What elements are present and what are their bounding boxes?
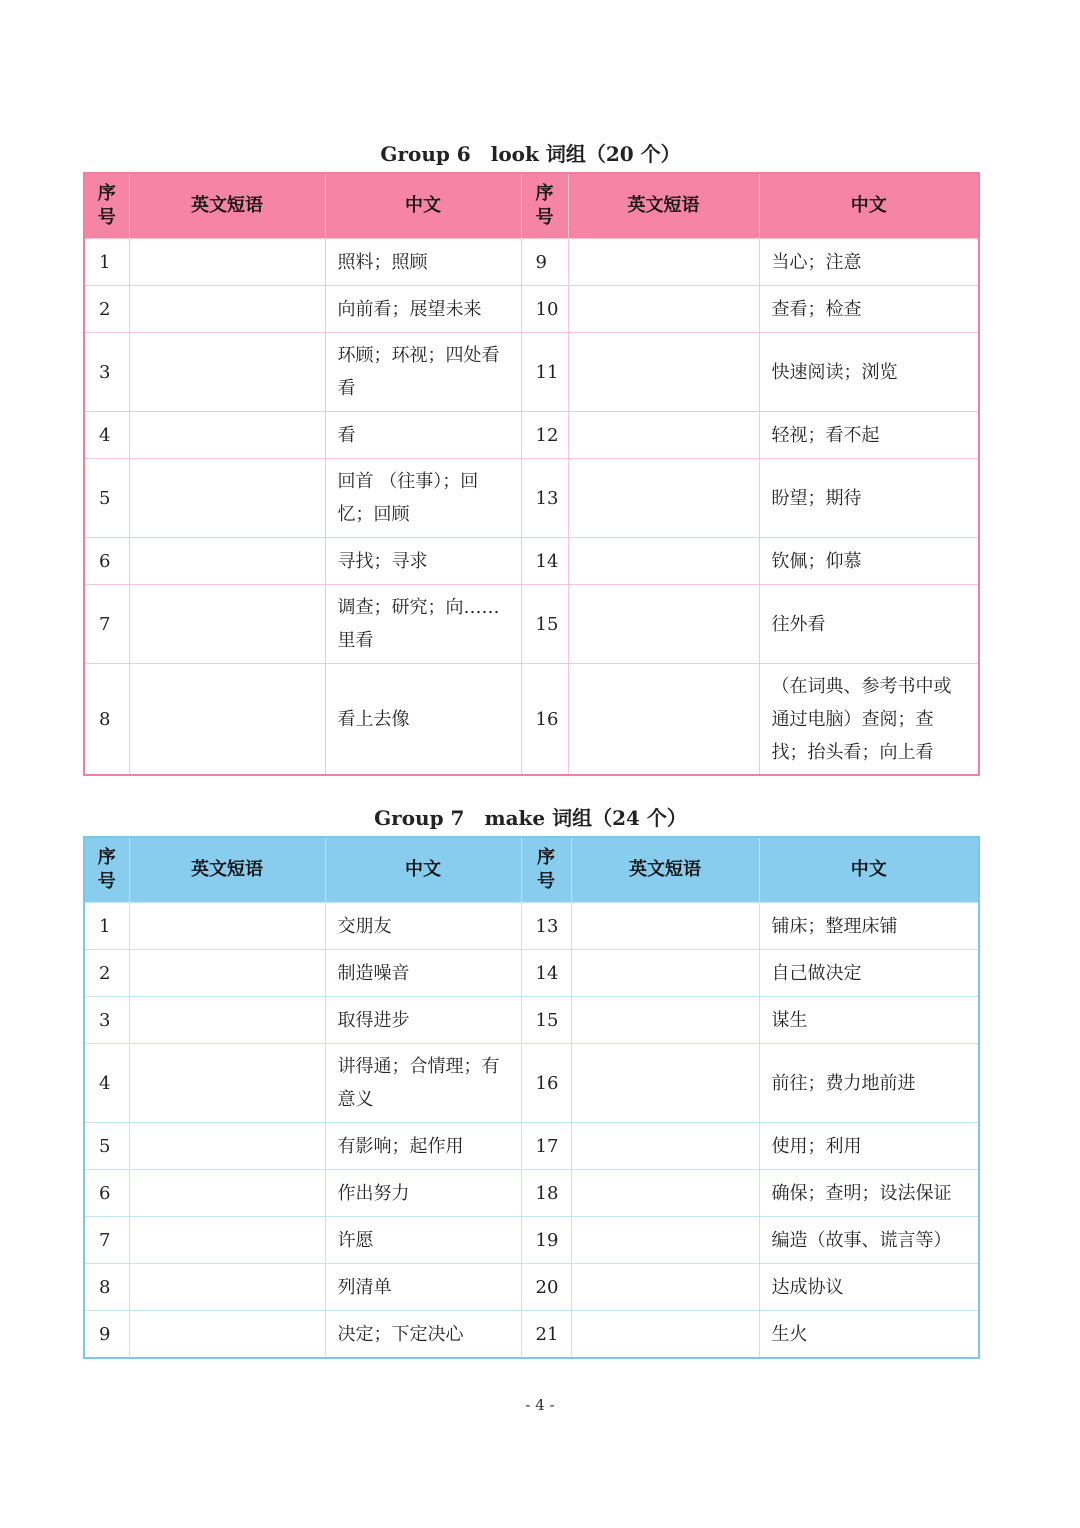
english-phrase-blank[interactable] — [129, 1170, 325, 1217]
row-number: 13 — [521, 903, 571, 950]
row-number: 7 — [84, 585, 129, 664]
english-phrase-blank[interactable] — [571, 1311, 759, 1359]
table-row — [84, 459, 979, 538]
row-number: 16 — [521, 664, 568, 776]
row-number: 8 — [84, 664, 129, 776]
english-phrase-blank[interactable] — [568, 664, 759, 776]
chinese-meaning: 谋生 — [759, 997, 979, 1044]
chinese-meaning: 前往；费力地前进 — [759, 1044, 979, 1123]
group7-table — [83, 836, 980, 1359]
chinese-meaning: 编造（故事、谎言等） — [759, 1217, 979, 1264]
english-phrase-blank[interactable] — [129, 664, 325, 776]
chinese-meaning: 回首 （往事）；回忆；回顾 — [325, 459, 521, 538]
row-number: 17 — [521, 1123, 571, 1170]
table-row — [84, 1123, 979, 1170]
english-phrase-blank[interactable] — [568, 538, 759, 585]
row-number: 16 — [521, 1044, 571, 1123]
english-phrase-blank[interactable] — [129, 538, 325, 585]
row-number: 1 — [84, 903, 129, 950]
chinese-meaning: 调查；研究；向……里看 — [325, 585, 521, 664]
header-cn: 中文 — [759, 173, 979, 239]
chinese-meaning: 寻找；寻求 — [325, 538, 521, 585]
group6-header-row — [84, 173, 979, 239]
row-number: 14 — [521, 538, 568, 585]
chinese-meaning: 照料；照顾 — [325, 239, 521, 286]
page-number: - 4 - — [525, 1396, 555, 1414]
table-row — [84, 1311, 979, 1359]
header-phrase: 英文短语 — [129, 837, 325, 903]
chinese-meaning: 看上去像 — [325, 664, 521, 776]
chinese-meaning: 交朋友 — [325, 903, 521, 950]
chinese-meaning: 向前看；展望未来 — [325, 286, 521, 333]
chinese-meaning: （在词典、参考书中或通过电脑）查阅；查找；抬头看；向上看 — [759, 664, 979, 776]
table-row — [84, 950, 979, 997]
english-phrase-blank[interactable] — [568, 412, 759, 459]
chinese-meaning: 生火 — [759, 1311, 979, 1359]
table-row — [84, 538, 979, 585]
chinese-meaning: 取得进步 — [325, 997, 521, 1044]
chinese-meaning: 达成协议 — [759, 1264, 979, 1311]
chinese-meaning: 快速阅读；浏览 — [759, 333, 979, 412]
chinese-meaning: 有影响；起作用 — [325, 1123, 521, 1170]
english-phrase-blank[interactable] — [129, 1264, 325, 1311]
header-seq: 序号 — [521, 837, 571, 903]
english-phrase-blank[interactable] — [129, 950, 325, 997]
english-phrase-blank[interactable] — [129, 239, 325, 286]
row-number: 12 — [521, 412, 568, 459]
english-phrase-blank[interactable] — [571, 1044, 759, 1123]
chinese-meaning: 许愿 — [325, 1217, 521, 1264]
chinese-meaning: 制造噪音 — [325, 950, 521, 997]
row-number: 5 — [84, 459, 129, 538]
table-row — [84, 1217, 979, 1264]
english-phrase-blank[interactable] — [129, 585, 325, 664]
chinese-meaning: 决定；下定决心 — [325, 1311, 521, 1359]
english-phrase-blank[interactable] — [571, 1217, 759, 1264]
english-phrase-blank[interactable] — [129, 997, 325, 1044]
row-number: 8 — [84, 1264, 129, 1311]
row-number: 4 — [84, 412, 129, 459]
header-cn: 中文 — [759, 837, 979, 903]
row-number: 20 — [521, 1264, 571, 1311]
row-number: 6 — [84, 1170, 129, 1217]
english-phrase-blank[interactable] — [129, 459, 325, 538]
row-number: 4 — [84, 1044, 129, 1123]
english-phrase-blank[interactable] — [568, 333, 759, 412]
chinese-meaning: 确保；查明；设法保证 — [759, 1170, 979, 1217]
row-number: 3 — [84, 997, 129, 1044]
table-row — [84, 664, 979, 776]
table-row — [84, 239, 979, 286]
row-number: 7 — [84, 1217, 129, 1264]
group6-table — [83, 172, 980, 776]
chinese-meaning: 自己做决定 — [759, 950, 979, 997]
english-phrase-blank[interactable] — [568, 239, 759, 286]
chinese-meaning: 环顾；环视；四处看看 — [325, 333, 521, 412]
row-number: 6 — [84, 538, 129, 585]
row-number: 18 — [521, 1170, 571, 1217]
table-row — [84, 585, 979, 664]
table-row — [84, 903, 979, 950]
group6-title: Group 6 look 词组（20 个） — [380, 142, 681, 166]
chinese-meaning: 讲得通；合情理；有意义 — [325, 1044, 521, 1123]
english-phrase-blank[interactable] — [571, 1264, 759, 1311]
row-number: 9 — [84, 1311, 129, 1359]
table-row — [84, 1264, 979, 1311]
english-phrase-blank[interactable] — [568, 585, 759, 664]
english-phrase-blank[interactable] — [129, 903, 325, 950]
header-seq: 序号 — [84, 837, 129, 903]
english-phrase-blank[interactable] — [571, 997, 759, 1044]
row-number: 3 — [84, 333, 129, 412]
row-number: 19 — [521, 1217, 571, 1264]
chinese-meaning: 当心；注意 — [759, 239, 979, 286]
header-seq: 序号 — [84, 173, 129, 239]
chinese-meaning: 作出努力 — [325, 1170, 521, 1217]
header-phrase: 英文短语 — [571, 837, 759, 903]
chinese-meaning: 看 — [325, 412, 521, 459]
english-phrase-blank[interactable] — [129, 1123, 325, 1170]
header-seq: 序号 — [521, 173, 568, 239]
english-phrase-blank[interactable] — [129, 333, 325, 412]
chinese-meaning: 使用；利用 — [759, 1123, 979, 1170]
row-number: 2 — [84, 286, 129, 333]
table-row — [84, 333, 979, 412]
row-number: 13 — [521, 459, 568, 538]
row-number: 11 — [521, 333, 568, 412]
header-phrase: 英文短语 — [129, 173, 325, 239]
table-row — [84, 1170, 979, 1217]
table-row — [84, 997, 979, 1044]
row-number: 15 — [521, 997, 571, 1044]
english-phrase-blank[interactable] — [571, 1170, 759, 1217]
english-phrase-blank[interactable] — [129, 1311, 325, 1359]
english-phrase-blank[interactable] — [129, 1044, 325, 1123]
english-phrase-blank[interactable] — [568, 459, 759, 538]
row-number: 10 — [521, 286, 568, 333]
english-phrase-blank[interactable] — [568, 286, 759, 333]
row-number: 14 — [521, 950, 571, 997]
english-phrase-blank[interactable] — [129, 412, 325, 459]
row-number: 5 — [84, 1123, 129, 1170]
row-number: 9 — [521, 239, 568, 286]
row-number: 15 — [521, 585, 568, 664]
chinese-meaning: 轻视；看不起 — [759, 412, 979, 459]
chinese-meaning: 铺床；整理床铺 — [759, 903, 979, 950]
chinese-meaning: 钦佩；仰慕 — [759, 538, 979, 585]
row-number: 2 — [84, 950, 129, 997]
group7-title: Group 7 make 词组（24 个） — [374, 806, 687, 830]
header-phrase: 英文短语 — [568, 173, 759, 239]
chinese-meaning: 往外看 — [759, 585, 979, 664]
english-phrase-blank[interactable] — [129, 1217, 325, 1264]
table-row — [84, 286, 979, 333]
row-number: 1 — [84, 239, 129, 286]
chinese-meaning: 查看；检查 — [759, 286, 979, 333]
row-number: 21 — [521, 1311, 571, 1359]
table-row — [84, 412, 979, 459]
english-phrase-blank[interactable] — [571, 903, 759, 950]
header-cn: 中文 — [325, 837, 521, 903]
chinese-meaning: 盼望；期待 — [759, 459, 979, 538]
english-phrase-blank[interactable] — [129, 286, 325, 333]
chinese-meaning: 列清单 — [325, 1264, 521, 1311]
table-row — [84, 1044, 979, 1123]
english-phrase-blank[interactable] — [571, 950, 759, 997]
english-phrase-blank[interactable] — [571, 1123, 759, 1170]
group7-header-row — [84, 837, 979, 903]
header-cn: 中文 — [325, 173, 521, 239]
